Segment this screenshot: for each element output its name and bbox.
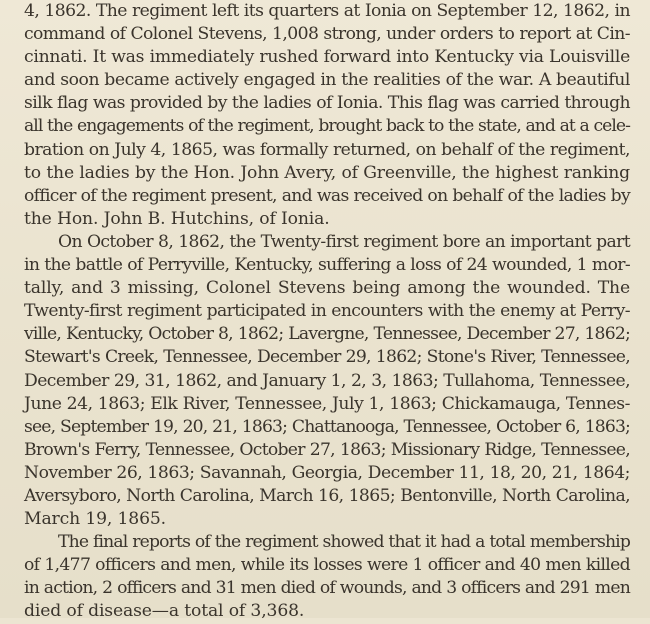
- text-line: bration on July 4, 1865, was formally returned, on behalf of the regiment,: [24, 139, 630, 160]
- text-line: November 26, 1863; Savannah, Georgia, December 11, 18, 20, 21, 1864;: [24, 462, 630, 483]
- text-line: command of Colonel Stevens, 1,008 strong, under orders to report at Cin-: [24, 24, 630, 45]
- text-line: and soon became actively engaged in the realities of the war. A beautiful: [24, 70, 630, 91]
- paragraph-perryville-engagements: [24, 231, 630, 531]
- text-line: The final reports of the regiment showed that it had a total membership: [58, 532, 630, 553]
- text-line: silk flag was provided by the ladies of Ionia. This flag was carried through: [24, 93, 630, 114]
- text-line: died of disease—a total of 3,368.: [24, 601, 305, 622]
- text-line: in action, 2 officers and 31 men died of wounds, and 3 officers and 291 men: [24, 578, 630, 599]
- text-line: December 29, 31, 1862, and January 1, 2, 3, 1863; Tullahoma, Tennessee,: [24, 370, 630, 391]
- text-line: 4, 1862. The regiment left its quarters at Ionia on September 12, 1862, in: [24, 1, 630, 21]
- text-line: On October 8, 1862, the Twenty-first regiment bore an important part: [58, 231, 630, 252]
- text-line: March 19, 1865.: [24, 509, 166, 530]
- paragraph-final-reports: [24, 531, 630, 623]
- text-line: see, September 19, 20, 21, 1863; Chattanooga, Tennessee, October 6, 1863;: [24, 416, 630, 437]
- page-text: [24, 0, 630, 624]
- text-line: Stewart's Creek, Tennessee, December 29, 1862; Stone's River, Tennessee,: [24, 347, 630, 368]
- text-line: of 1,477 officers and men, while its losses were 1 officer and 40 men killed: [24, 555, 630, 576]
- text-line: the Hon. John B. Hutchins, of Ionia.: [24, 208, 330, 229]
- text-line: ville, Kentucky, October 8, 1862; Lavergne, Tennessee, December 27, 1862;: [24, 324, 630, 345]
- text-line: all the engagements of the regiment, brought back to the state, and at a cele-: [24, 116, 630, 137]
- paragraph-flag-presentation: [24, 0, 630, 231]
- text-line: Twenty-first regiment participated in encounters with the enemy at Perry-: [24, 301, 630, 322]
- text-line: Aversyboro, North Carolina, March 16, 1865; Bentonville, North Carolina,: [24, 485, 630, 506]
- text-line: in the battle of Perryville, Kentucky, suffering a loss of 24 wounded, 1 mor-: [24, 255, 630, 276]
- text-line: June 24, 1863; Elk River, Tennessee, July 1, 1863; Chickamauga, Tennes-: [24, 393, 630, 414]
- text-line: tally, and 3 missing, Colonel Stevens being among the wounded. The: [24, 278, 630, 299]
- text-line: cinnati. It was immediately rushed forward into Kentucky via Louisville: [24, 47, 630, 68]
- text-line: officer of the regiment present, and was received on behalf of the ladies by: [24, 185, 630, 206]
- text-line: Brown's Ferry, Tennessee, October 27, 1863; Missionary Ridge, Tennessee,: [24, 439, 630, 460]
- text-line: to the ladies by the Hon. John Avery, of Greenville, the highest ranking: [24, 162, 630, 183]
